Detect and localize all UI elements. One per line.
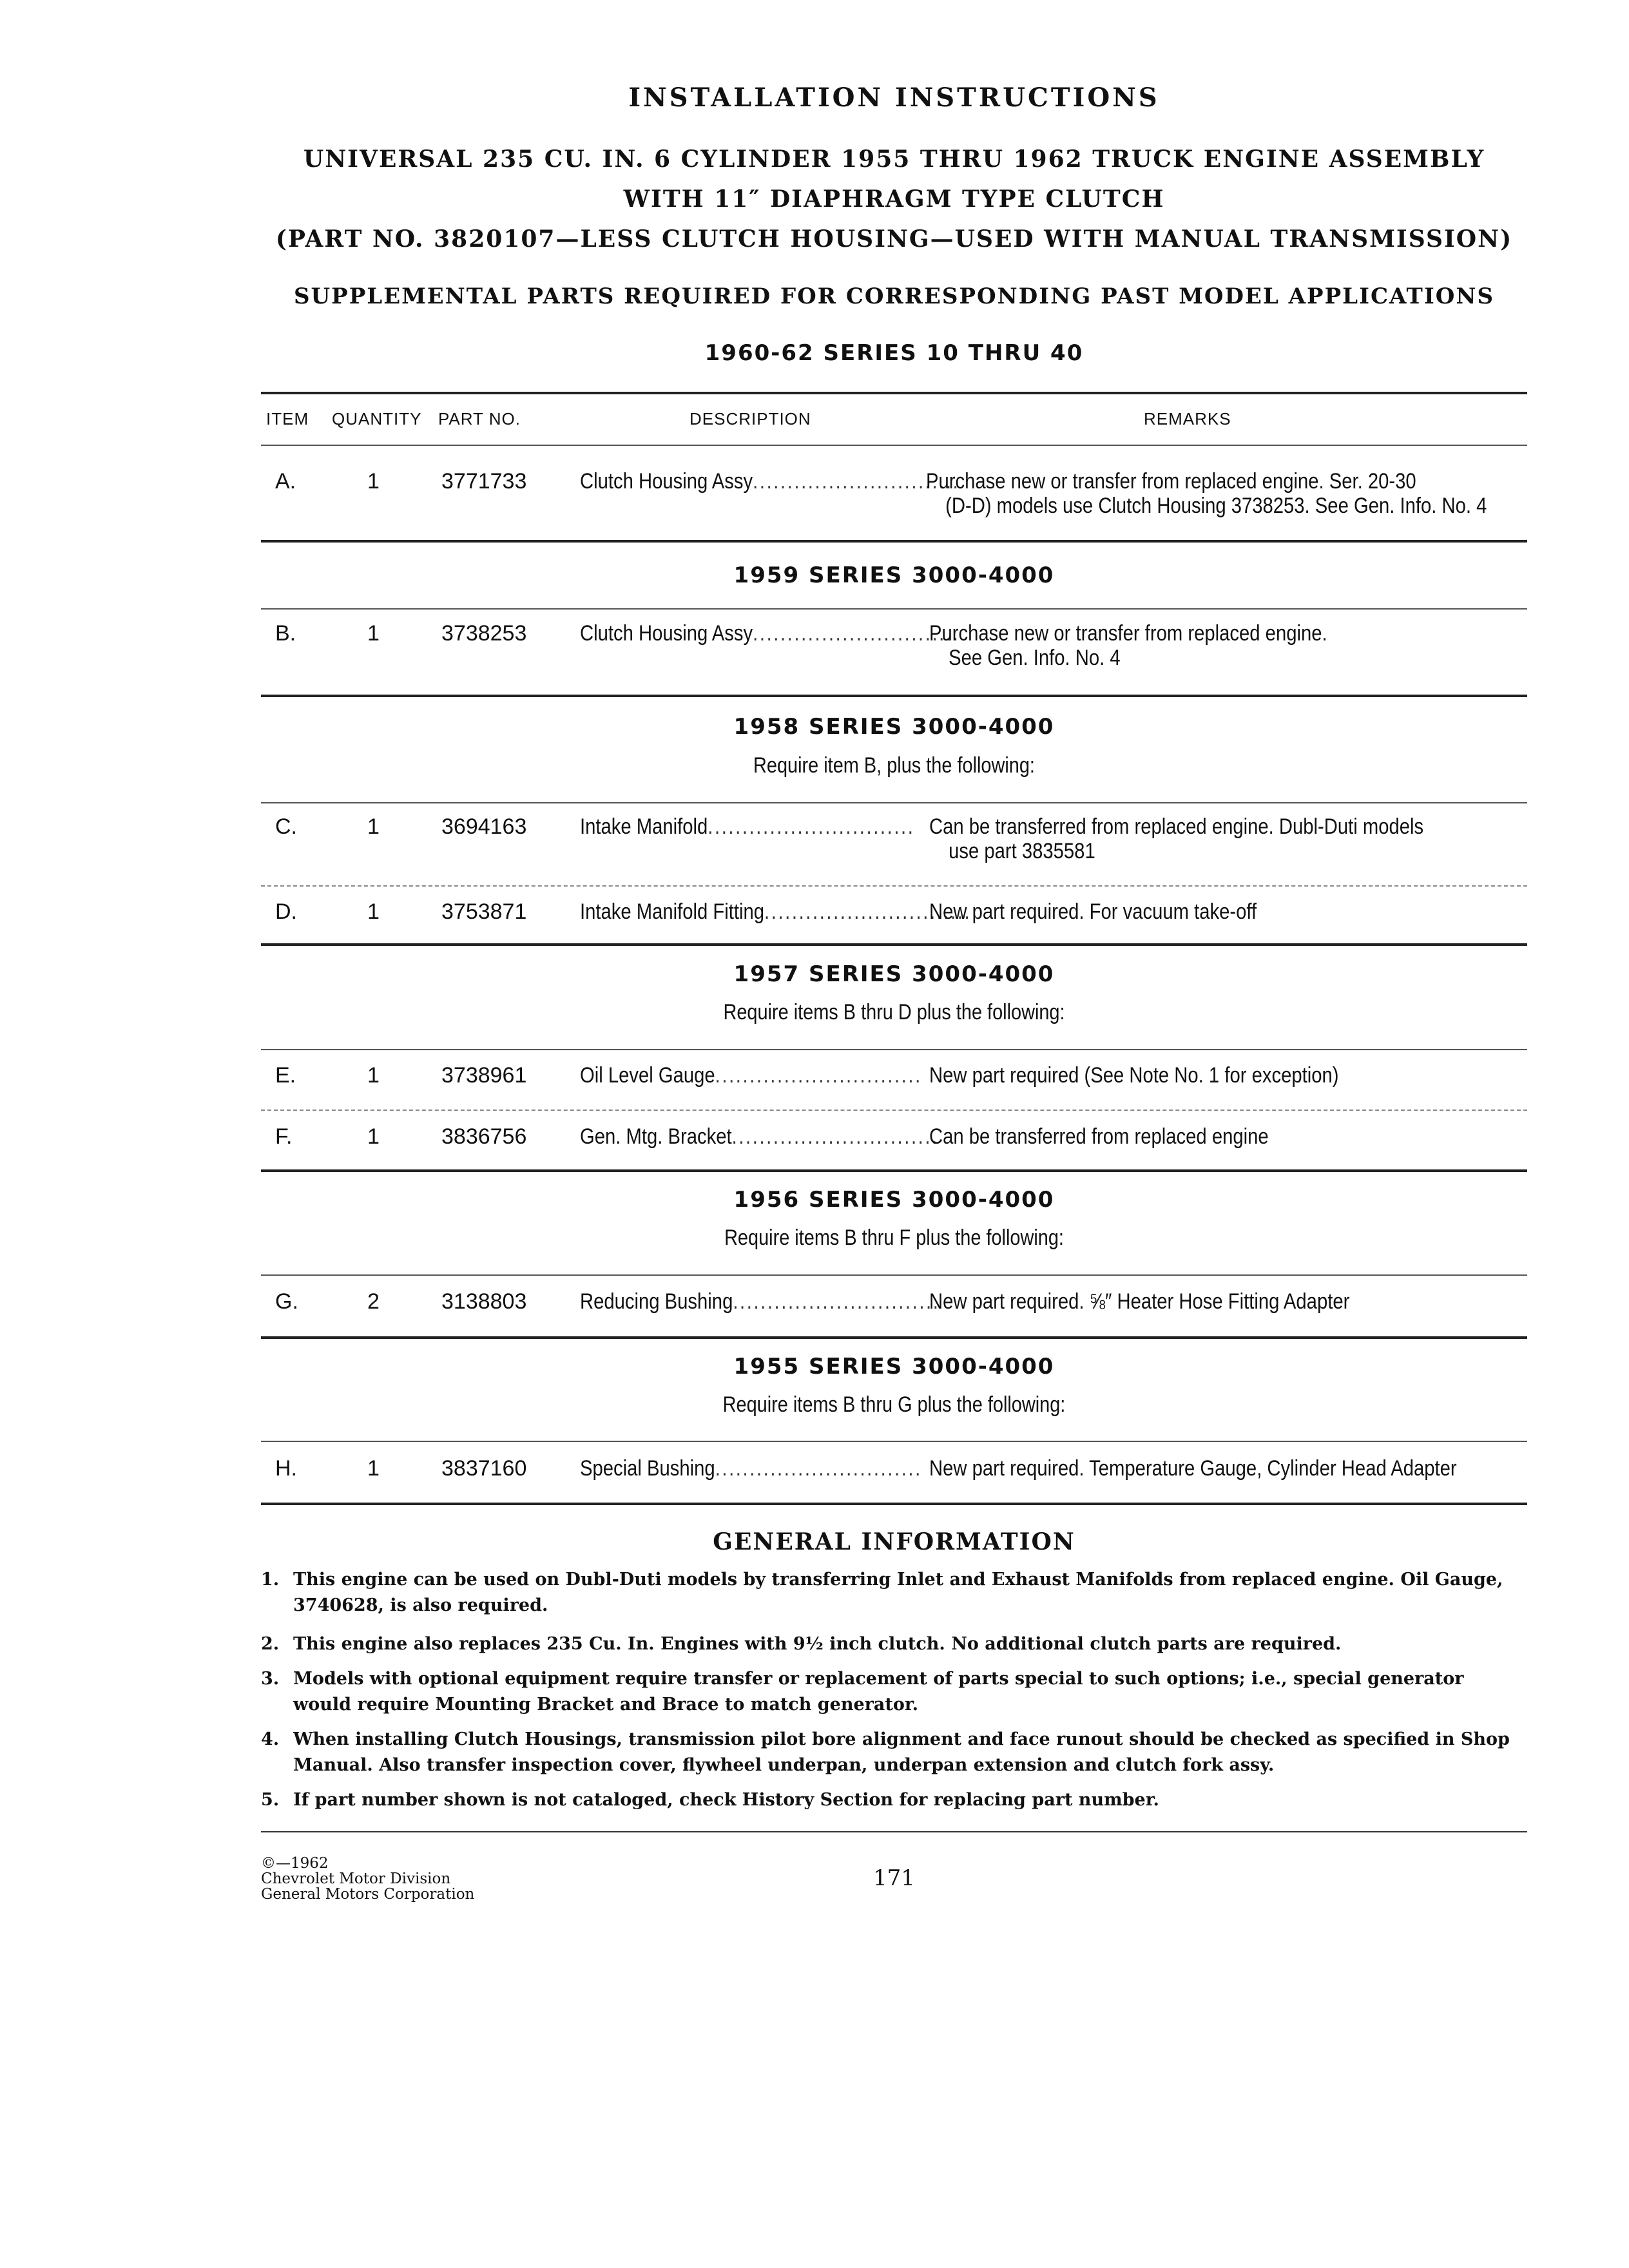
row-remarks: Can be transferred from replaced engine <box>929 1124 1269 1149</box>
column-header-item: ITEM <box>266 409 309 428</box>
row-quantity: 1 <box>367 469 380 494</box>
row-description: Reducing Bushing.............................. <box>580 1289 940 1314</box>
note-text: If part number shown is not cataloged, check History Section for replacing part number. <box>293 1790 1159 1810</box>
row-description: Clutch Housing Assy.............................. <box>580 621 960 646</box>
page-title: INSTALLATION INSTRUCTIONS <box>628 82 1160 113</box>
table-rule <box>261 1503 1527 1505</box>
note-number: 2. <box>261 1634 280 1654</box>
table-rule <box>261 695 1527 697</box>
table-rule <box>261 1274 1527 1276</box>
row-item: C. <box>275 814 297 839</box>
row-part-no: 3738253 <box>441 621 527 646</box>
row-part-no: 3738961 <box>441 1063 527 1088</box>
row-part-no: 3837160 <box>441 1456 527 1481</box>
row-remarks: Purchase new or transfer from replaced engine. Ser. 20-30 (D-D) models use Clutch Housing 3738253. See Gen. Info. No. 4 <box>926 469 1487 518</box>
row-description: Intake Manifold.............................. <box>580 814 915 839</box>
row-part-no: 3694163 <box>441 814 527 839</box>
table-rule <box>261 445 1527 446</box>
footer-imprint <box>261 1856 474 1902</box>
table-rule <box>261 1441 1527 1442</box>
series-note: Require items B thru G plus the following: <box>722 1392 1066 1417</box>
row-item: D. <box>275 899 297 924</box>
subtitle-part-no: (PART NO. 3820107—LESS CLUTCH HOUSING—USED WITH MANUAL TRANSMISSION) <box>275 226 1513 253</box>
row-quantity: 2 <box>367 1289 380 1314</box>
row-item: F. <box>275 1124 293 1149</box>
row-item: B. <box>275 621 296 646</box>
note-text: When installing Clutch Housings, transmission pilot bore alignment and face runout should be checked as specified in Shop Manual. Also transfer inspection cover, flywheel underpan, underpan extension and clutch fork assy. <box>293 1729 1510 1775</box>
row-part-no: 3753871 <box>441 899 527 924</box>
table-rule <box>261 392 1527 394</box>
column-header-part-no: PART NO. <box>438 409 521 428</box>
copyright: ©—1962 <box>261 1855 329 1872</box>
row-remarks: Purchase new or transfer from replaced engine. See Gen. Info. No. 4 <box>929 621 1327 670</box>
column-header-description: DESCRIPTION <box>689 409 811 428</box>
note-text: Models with optional equipment require transfer or replacement of parts special to such options; i.e., special generator would require Mounting Bracket and Brace to match generator. <box>293 1669 1464 1715</box>
table-rule <box>261 540 1527 543</box>
column-header-quantity: QUANTITY <box>332 409 422 428</box>
row-description: Gen. Mtg. Bracket.............................. <box>580 1124 939 1149</box>
row-remarks: New part required. Temperature Gauge, Cylinder Head Adapter <box>929 1456 1457 1481</box>
table-rule <box>261 1169 1527 1172</box>
row-part-no: 3138803 <box>441 1289 527 1314</box>
row-item: A. <box>275 469 296 494</box>
subtitle-supplemental: SUPPLEMENTAL PARTS REQUIRED FOR CORRESPONDING PAST MODEL APPLICATIONS <box>293 284 1495 309</box>
series-note: Require items B thru D plus the following: <box>723 1000 1065 1024</box>
row-quantity: 1 <box>367 621 380 646</box>
division-name: Chevrolet Motor Division <box>261 1870 451 1887</box>
note-number: 1. <box>261 1570 280 1590</box>
table-rule <box>261 943 1527 946</box>
series-title: 1956 SERIES 3000-4000 <box>733 1187 1055 1213</box>
table-rule <box>261 1336 1527 1339</box>
row-divider <box>261 1110 1527 1111</box>
series-title: 1958 SERIES 3000-4000 <box>733 714 1055 740</box>
subtitle-engine: UNIVERSAL 235 CU. IN. 6 CYLINDER 1955 THRU 1962 TRUCK ENGINE ASSEMBLY <box>303 146 1485 173</box>
row-quantity: 1 <box>367 814 380 839</box>
row-description: Intake Manifold Fitting.............................. <box>580 899 972 924</box>
footer-rule <box>261 1831 1527 1832</box>
row-description: Clutch Housing Assy.............................. <box>580 469 960 494</box>
note-text: This engine can be used on Dubl-Duti models by transferring Inlet and Exhaust Manifolds from replaced engine. Oil Gauge, 3740628, is also required. <box>293 1570 1503 1615</box>
series-title: 1959 SERIES 3000-4000 <box>733 562 1055 588</box>
series-note: Require item B, plus the following: <box>753 753 1035 778</box>
row-item: G. <box>275 1289 298 1314</box>
row-remarks: New part required. For vacuum take-off <box>929 899 1257 924</box>
row-part-no: 3836756 <box>441 1124 527 1149</box>
series-title: 1960-62 SERIES 10 THRU 40 <box>704 340 1084 366</box>
note-number: 5. <box>261 1790 280 1810</box>
row-description: Special Bushing.............................. <box>580 1456 922 1481</box>
row-quantity: 1 <box>367 899 380 924</box>
row-quantity: 1 <box>367 1456 380 1481</box>
subtitle-clutch: WITH 11″ DIAPHRAGM TYPE CLUTCH <box>623 186 1165 213</box>
row-remarks: Can be transferred from replaced engine. Dubl-Duti models use part 3835581 <box>929 814 1424 863</box>
table-rule <box>261 608 1527 610</box>
page-number: 171 <box>873 1865 915 1891</box>
document-page <box>261 0 1527 2268</box>
row-remarks: New part required (See Note No. 1 for exception) <box>929 1063 1339 1088</box>
table-rule <box>261 1049 1527 1050</box>
row-quantity: 1 <box>367 1063 380 1088</box>
row-part-no: 3771733 <box>441 469 527 494</box>
note-text: This engine also replaces 235 Cu. In. Engines with 9½ inch clutch. No additional clutch parts are required. <box>293 1634 1342 1654</box>
row-description: Oil Level Gauge.............................. <box>580 1063 922 1088</box>
row-quantity: 1 <box>367 1124 380 1149</box>
note-number: 4. <box>261 1729 280 1749</box>
row-item: E. <box>275 1063 296 1088</box>
row-remarks: New part required. ⅝″ Heater Hose Fitting Adapter <box>929 1289 1350 1314</box>
row-item: H. <box>275 1456 297 1481</box>
row-divider <box>261 885 1527 887</box>
column-header-remarks: REMARKS <box>1144 409 1231 428</box>
series-title: 1957 SERIES 3000-4000 <box>733 961 1055 987</box>
note-number: 3. <box>261 1669 280 1689</box>
corporation-name: General Motors Corporation <box>261 1886 475 1903</box>
series-note: Require items B thru F plus the following: <box>724 1225 1064 1250</box>
general-information-title: GENERAL INFORMATION <box>713 1528 1075 1555</box>
series-title: 1955 SERIES 3000-4000 <box>733 1354 1055 1379</box>
table-rule <box>261 802 1527 803</box>
